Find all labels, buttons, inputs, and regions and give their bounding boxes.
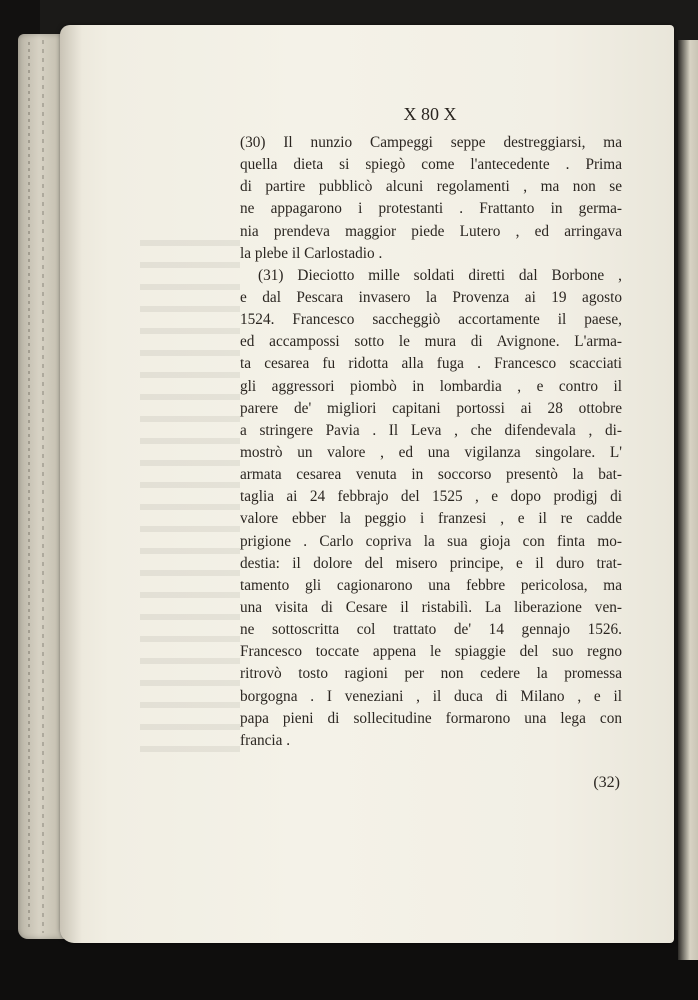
text-line: mostrò un valore , ed una vigilanza singolare. L' xyxy=(240,443,622,461)
text-line: borgogna . I veneziani , il duca di Milano , e il xyxy=(240,687,622,705)
text-line: ta cesarea fu ridotta alla fuga . Francesco scacciati xyxy=(240,355,622,373)
text-line: 1524. Francesco saccheggiò accortamente il paese, xyxy=(240,311,622,329)
text-line: parere de' migliori capitani portossi ai 28 ottobre xyxy=(240,399,622,417)
text-line: destia: il dolore del misero principe, e il duro trat- xyxy=(240,554,622,572)
text-line: a stringere Pavia . Il Leva , che difendevala , di- xyxy=(240,421,622,439)
text-line: prigione . Carlo copriva la sua gioja con finta mo- xyxy=(240,532,622,550)
show-through-text xyxy=(140,240,240,760)
text-line: e dal Pescara invasero la Provenza ai 19 agosto xyxy=(240,288,622,306)
paragraph-30 xyxy=(240,132,622,265)
text-line: di partire pubblicò alcuni regolamenti , ma non se xyxy=(240,178,622,196)
paragraph-31 xyxy=(240,265,622,752)
text-line: (31) Dieciotto mille soldati diretti dal Borbone , xyxy=(258,266,622,284)
text-line: una visita di Cesare il ristabilì. La liberazione ven- xyxy=(240,598,622,616)
text-line: valore ebber la peggio i franzesi , e il re cadde xyxy=(240,510,622,528)
catchword: (32) xyxy=(593,774,620,791)
text-line: tamento gli cagionarono una febbre pericolosa, ma xyxy=(240,576,622,594)
text-line: la plebe il Carlostadio . xyxy=(240,244,383,262)
text-line: ed accampossi sotto le mura di Avignone. L'arma- xyxy=(240,333,622,351)
text-line: ne appagarono i protestanti . Frattanto in germa- xyxy=(240,200,622,218)
text-line: papa pieni di sollecitudine formarono una lega con xyxy=(240,709,622,727)
text-line: (30) Il nunzio Campeggi seppe destreggiarsi, ma xyxy=(240,134,622,151)
facing-page-edge xyxy=(678,40,698,960)
text-line: ritrovò tosto ragioni per non cedere la promessa xyxy=(240,665,622,683)
page-number: X 80 X xyxy=(403,104,457,124)
text-line: gli aggressori piombò in lombardia , e contro il xyxy=(240,377,622,395)
body-text xyxy=(240,132,622,752)
text-line: quella dieta si spiegò come l'antecedente . Prima xyxy=(240,156,622,174)
text-line: armata cesarea venuta in soccorso presentò la bat- xyxy=(240,466,622,484)
text-line: francia . xyxy=(240,731,291,749)
text-line: nia prendeva maggior piede Lutero , ed arringava xyxy=(240,222,622,240)
text-line: ne sottoscritta col trattato de' 14 gennajo 1526. xyxy=(240,621,622,639)
text-line: Francesco toccate appena le spiaggie del suo regno xyxy=(240,643,622,661)
text-line: taglia ai 24 febbrajo del 1525 , e dopo prodigj di xyxy=(240,488,622,506)
